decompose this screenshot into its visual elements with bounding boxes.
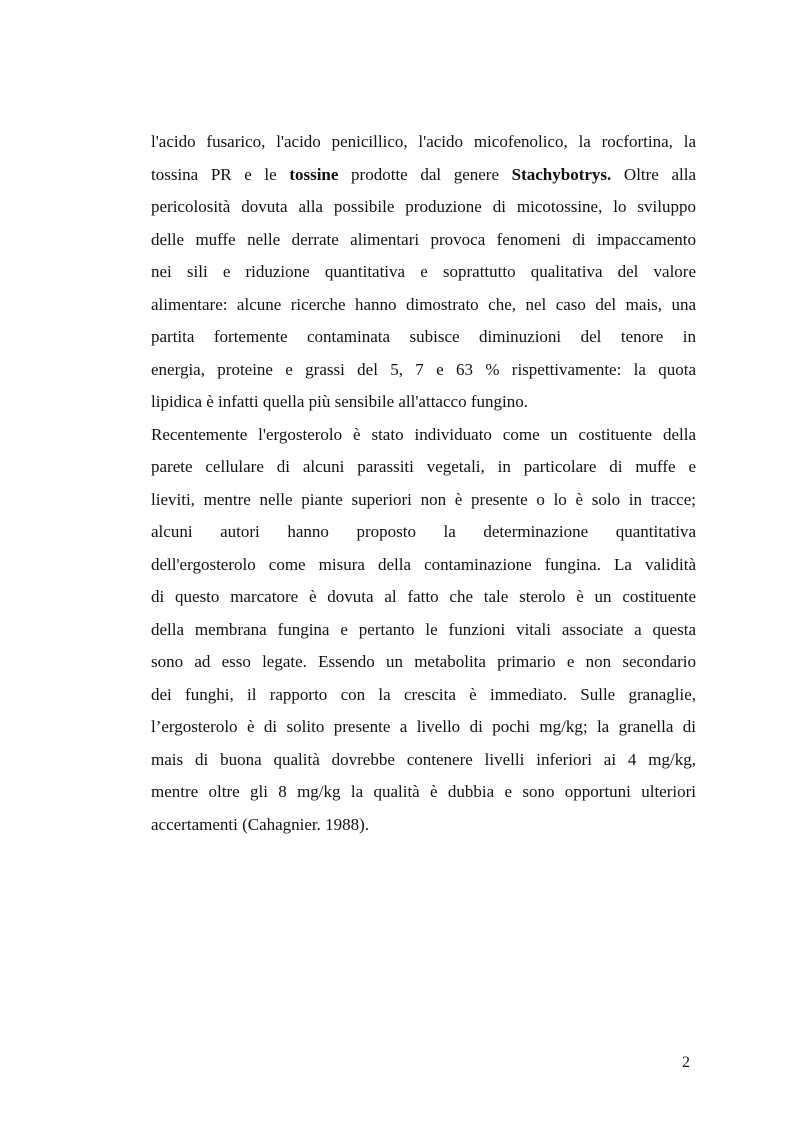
- text-run: pericolosità dovuta alla possibile produzione di micotossine, lo sviluppo: [151, 197, 696, 216]
- text-line: [151, 126, 696, 159]
- text-line: [151, 191, 696, 224]
- text-line: [151, 451, 696, 484]
- text-run: dell'ergosterolo come misura della contaminazione fungina. La validità: [151, 554, 696, 574]
- text-run: delle muffe nelle derrate alimentari provoca fenomeni di impaccamento: [151, 229, 696, 249]
- text-line: [151, 516, 696, 549]
- text-line: [151, 256, 696, 289]
- text-run: mais di buona qualità dovrebbe contenere livelli inferiori ai 4 mg/kg,: [151, 749, 696, 769]
- text-line: [151, 646, 696, 679]
- text-run: alcuni autori hanno proposto la determinazione quantitativa: [151, 522, 696, 541]
- text-line: [151, 419, 696, 452]
- text-line: [151, 744, 696, 777]
- text-run: Recentemente l'ergosterolo è stato individuato come un costituente della: [151, 424, 696, 444]
- text-run: partita fortemente contaminata subisce diminuzioni del tenore in: [151, 327, 696, 346]
- text-line: [151, 711, 696, 744]
- text-line: [151, 321, 696, 354]
- text-run: di questo marcatore è dovuta al fatto che tale sterolo è un costituente: [151, 587, 696, 606]
- text-run: tossina PR e le: [151, 164, 290, 184]
- paragraph: [151, 419, 696, 842]
- text-run: della membrana fungina e pertanto le funzioni vitali associate a questa: [151, 619, 696, 639]
- text-line: [151, 776, 696, 809]
- text-run: l’ergosterolo è di solito presente a livello di pochi mg/kg; la granella di: [151, 717, 696, 736]
- text-run: l'acido fusarico, l'acido penicillico, l'acido micofenolico, la rocfortina, la: [151, 132, 696, 151]
- text-line: [151, 809, 696, 842]
- text-line: [151, 159, 696, 192]
- text-run: nei sili e riduzione quantitativa e soprattutto qualitativa del valore: [151, 262, 696, 281]
- text-line: [151, 224, 696, 257]
- body-text: [151, 126, 696, 841]
- paragraph: [151, 126, 696, 419]
- text-run: lipidica è infatti quella più sensibile all'attacco fungino.: [151, 392, 528, 411]
- text-run: energia, proteine e grassi del 5, 7 e 63 % rispettivamente: la quota: [151, 359, 696, 379]
- text-line: [151, 679, 696, 712]
- text-line: [151, 386, 696, 419]
- text-line: [151, 581, 696, 614]
- text-run: sono ad esso legate. Essendo un metabolita primario e non secondario: [151, 652, 696, 671]
- text-line: [151, 614, 696, 647]
- text-line: [151, 289, 696, 322]
- bold-term: Stachybotrys.: [511, 164, 612, 184]
- page-number: 2: [682, 1054, 690, 1071]
- text-run: mentre oltre gli 8 mg/kg la qualità è dubbia e sono opportuni ulteriori: [151, 782, 696, 801]
- text-run: prodotte dal genere: [338, 164, 512, 184]
- text-line: [151, 549, 696, 582]
- text-run: Oltre alla: [611, 164, 697, 184]
- text-line: [151, 484, 696, 517]
- text-line: [151, 354, 696, 387]
- text-run: dei funghi, il rapporto con la crescita è immediato. Sulle granaglie,: [151, 684, 696, 704]
- text-run: accertamenti (Cahagnier. 1988).: [151, 814, 370, 834]
- text-run: alimentare: alcune ricerche hanno dimostrato che, nel caso del mais, una: [151, 294, 696, 314]
- bold-term: tossine: [289, 164, 339, 184]
- text-run: lieviti, mentre nelle piante superiori non è presente o lo è solo in tracce;: [151, 489, 696, 509]
- text-run: parete cellulare di alcuni parassiti vegetali, in particolare di muffe e: [151, 457, 696, 476]
